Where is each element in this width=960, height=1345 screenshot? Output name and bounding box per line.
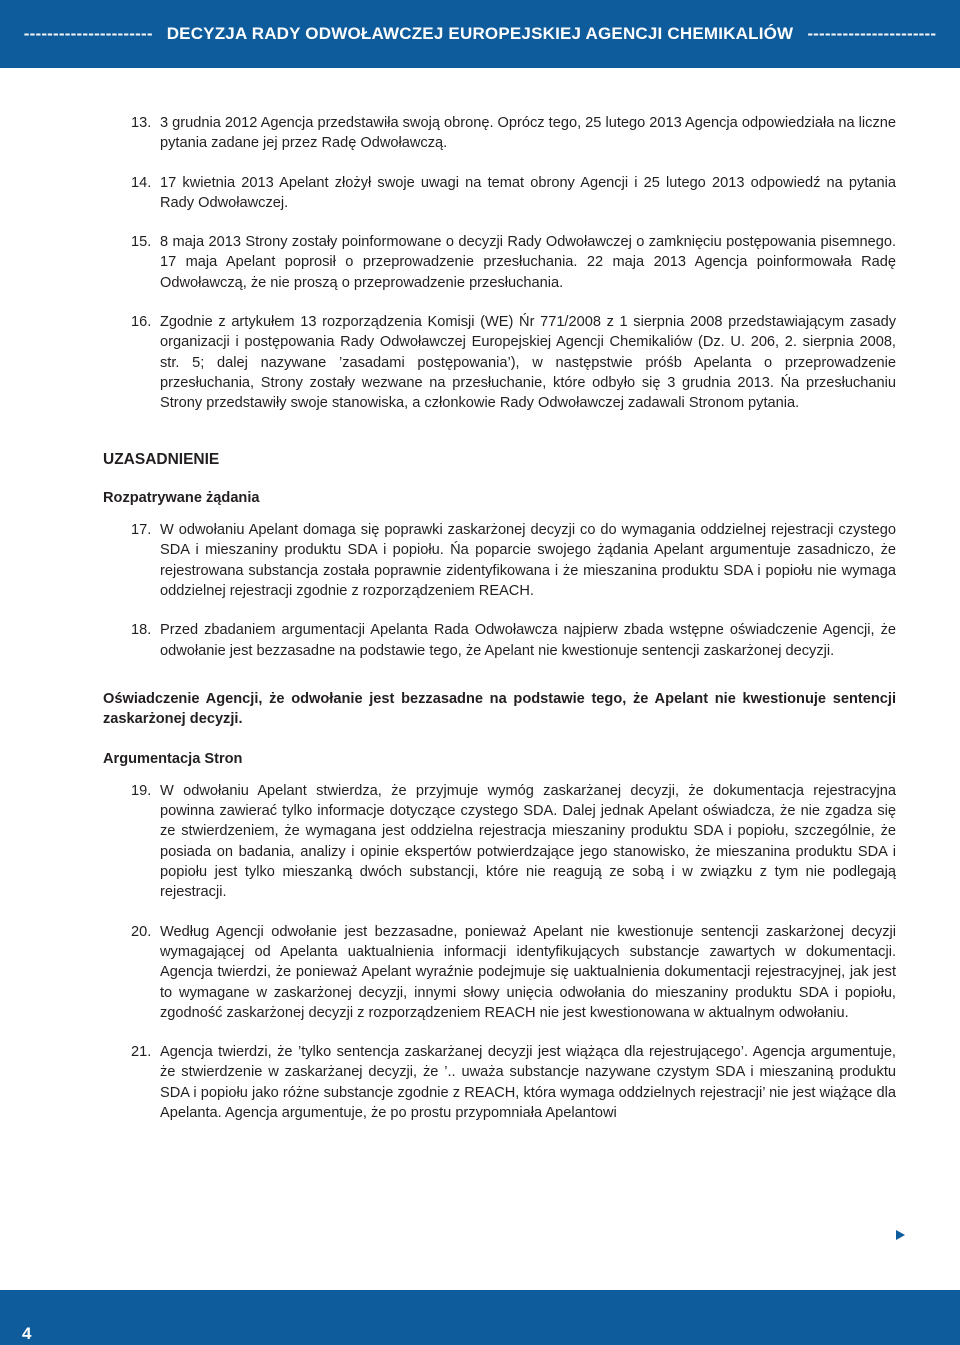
paragraph-number: 15. <box>131 234 152 251</box>
paragraph-13 <box>103 113 896 154</box>
paragraph-number: 16. <box>131 314 152 331</box>
paragraph-16 <box>103 312 896 413</box>
subheading-arguments: Argumentacja Stron <box>103 750 243 767</box>
section-heading: UZASADNIENIE <box>103 450 220 468</box>
footer-bar <box>0 1290 960 1345</box>
paragraph-number: 19. <box>131 782 152 799</box>
paragraph-text: Zgodnie z artykułem 13 rozporządzenia Komisji (WE) Ńr 771/2008 z 1 sierpnia 2008 przedstawiającym zasady organizacji i postępowania Rady Odwoławczej Europejskiej Agencji Chemikaliów (Dz. U. 206, 2. sierpnia 2008, str. 5; dalej nazywane ’zasadami postępowania’), w następstwie próśb Apelanta o przeprowadzenie przesłuchania, Strony zostały wezwane na przesłuchanie, które odbyło się 3 grudnia 2013. Ńa przesłuchaniu Strony przedstawiły swoje stanowiska, a członkowie Rady Odwoławczej zadawali Stronom pytania. <box>160 314 896 412</box>
header-title: DECYZJA RADY ODWOŁAWCZEJ EUROPEJSKIEJ AGENCJI CHEMIKALIÓW <box>166 24 794 43</box>
paragraph-text: Agencja twierdzi, że ’tylko sentencja zaskarżanej decyzji jest wiążąca dla rejestrującego’. Agencja argumentuje, że stwierdzenie w zaskarżanej decyzji, że ’.. uważa substancje nazywane czystym SDA i mieszaniną produktu SDA i popiołu jako różne substancje zgodnie z REACH, która wymaga oddzielnych rejestracji’ nie jest wiążące dla Apelanta. Agencja argumentuje, że po prostu przypomniała Apelantowi <box>160 1044 896 1121</box>
bold-heading-agency-statement: Oświadczenie Agencji, że odwołanie jest bezzasadne na podstawie tego, że Apelant nie kwestionuje sentencji zaskarżonej decyzji. <box>103 690 896 728</box>
subheading-requests: Rozpatrywane żądania <box>103 489 260 506</box>
paragraph-text: 8 maja 2013 Strony zostały poinformowane o decyzji Rady Odwoławczej o zamknięciu postępowania pisemnego. 17 maja Apelant poprosił o przeprowadzenie przesłuchania. 22 maja 2013 Agencja poinformowała Radę Odwoławczą, że nie proszą o przeprowadzenie przesłuchania. <box>160 234 896 291</box>
paragraph-20 <box>103 922 896 1023</box>
paragraph-number: 14. <box>131 174 152 191</box>
header-bar <box>0 0 960 68</box>
paragraph-15 <box>103 232 896 293</box>
paragraph-number: 18. <box>131 622 152 639</box>
paragraph-text: Według Agencji odwołanie jest bezzasadne, ponieważ Apelant nie kwestionuje sentencji zaskarżonej decyzji wymagającej od Apelanta uaktualnienia informacji identyfikujących substancje zawartych w dokumentacji. Agencja twierdzi, że ponieważ Apelant wyraźnie podejmuje się uaktualnienia dokumentacji rejestracyjnej, jak jest to wymagane w zaskarżonej decyzji, innymi słowy unięcia odwołania do mieszaniny produktu SDA i popiołu, zgodność zaskarżonej decyzji z rozporządzeniem REACH nie jest kwestionowana w aktualnym odwołaniu. <box>160 923 896 1021</box>
document-body <box>103 113 896 1142</box>
paragraph-text: 3 grudnia 2012 Agencja przedstawiła swoją obronę. Oprócz tego, 25 lutego 2013 Agencja odpowiedziała na liczne pytania zadane jej przez Radę Odwoławczą. <box>160 115 896 152</box>
header-dashes-right: ---------------------- <box>807 24 937 43</box>
paragraph-text: 17 kwietnia 2013 Apelant złożył swoje uwagi na temat obrony Agencji i 25 lutego 2013 odpowiedź na pytania Rady Odwoławczej. <box>160 174 896 211</box>
paragraph-14 <box>103 173 896 214</box>
paragraph-text: Przed zbadaniem argumentacji Apelanta Rada Odwoławcza najpierw zbada wstępne oświadczenie Agencji, że odwołanie jest bezzasadne na podstawie tego, że Apelant nie kwestionuje sentencji zaskarżonej decyzji. <box>160 622 896 659</box>
paragraph-number: 20. <box>131 923 152 940</box>
paragraph-17 <box>103 520 896 601</box>
paragraph-number: 17. <box>131 522 152 539</box>
paragraph-19 <box>103 781 896 903</box>
header-dashes-left: ---------------------- <box>23 24 153 43</box>
paragraph-number: 21. <box>131 1044 152 1061</box>
paragraph-text: W odwołaniu Apelant stwierdza, że przyjmuje wymóg zaskarżanej decyzji, że dokumentacja rejestracyjna powinna zawierać tylko informacje dotyczące czystego SDA. Dalej jednak Apelant oświadcza, że nie zgadza się ze stwierdzeniem, że wymagana jest oddzielna rejestracja mieszaniny produktu SDA i popiołu, szczególnie, że posiada on badania, analizy i opinie ekspertów potwierdzające jego stanowisko, że mieszanina produktu SDA i popiołu jest tylko mieszanką dwóch substancji, które nie reagują ze sobą i w związku z tym nie podlegają rejestracji. <box>160 782 896 901</box>
paragraph-18 <box>103 620 896 661</box>
paragraph-text: W odwołaniu Apelant domaga się poprawki zaskarżonej decyzji co do wymagania oddzielnej rejestracji czystego SDA i mieszaniny produktu SDA i popiołu. Ńa poparcie swojego żądania Apelant argumentuje zasadniczo, że rejestrowana substancja została poprawnie zidentyfikowana i że mieszanina produktu SDA i popiołu nie wymaga oddzielnej rejestracji zgodnie z rozporządzeniem REACH. <box>160 522 896 600</box>
triangle-right-icon <box>896 1230 905 1240</box>
page-number: 4 <box>22 1324 32 1343</box>
paragraph-21 <box>103 1042 896 1123</box>
paragraph-number: 13. <box>131 115 152 131</box>
